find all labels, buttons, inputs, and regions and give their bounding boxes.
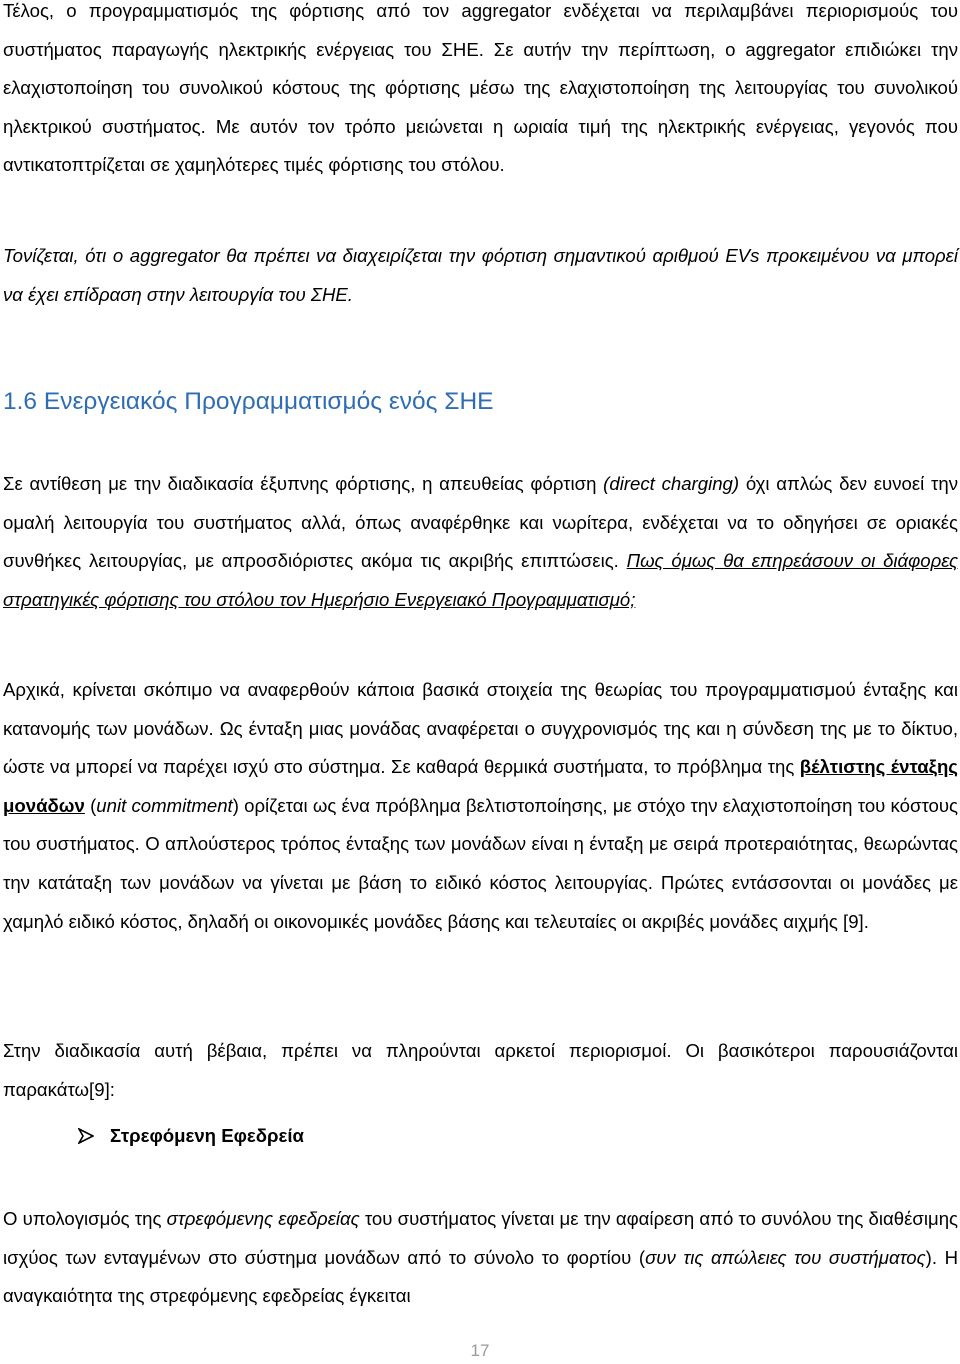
text-run: Αρχικά, κρίνεται σκόπιμο να αναφερθούν κάποια βασικά στοιχεία της θεωρίας του προγραμματισμού ένταξης και κατανομής των μονάδων. Ως ένταξη μιας μονάδας αναφέρεται ο συγχρονισμός της και η σύνδεση της με το δίκτυο, ώστε να μπορεί να παρέχει ισχύ στο σύστημα. Σε καθαρά θερμικά συστήματα, το πρόβλημα της	[3, 679, 958, 778]
text-run-italic: (direct charging)	[603, 473, 740, 494]
paragraph-constraints-intro	[3, 1032, 958, 1109]
paragraph-spinning-reserve	[3, 1200, 958, 1316]
arrowhead-bullet-icon	[78, 1128, 94, 1144]
text-run: ) ορίζεται ως ένα πρόβλημα βελτιστοποίησης, με στόχο την ελαχιστοποίηση του κόστους του συστήματος. Ο απλούστερος τρόπος ένταξης των μονάδων είναι η ένταξη με σειρά προτεραιότητας, θεωρώντας την κατάταξη των μονάδων να γίνεται με βάση το ειδικό κόστος λειτουργίας. Πρώτες εντάσσονται οι μονάδες με χαμηλό ειδικό κόστος, δηλαδή οι οικονομικές μονάδες βάσης και τελευταίες οι ακριβές μονάδες αιχμής [9].	[3, 794, 958, 932]
text-run: Ο υπολογισμός της	[3, 1208, 167, 1229]
paragraph-text: Τέλος, ο προγραμματισμός της φόρτισης από τον aggregator ενδέχεται να περιλαμβάνει περιορισμούς του συστήματος παραγωγής ηλεκτρικής ενέργειας του ΣΗΕ. Σε αυτήν την περίπτωση, ο aggregator επιδιώκει την ελαχιστοποίηση του συνολικού κόστους της φόρτισης μέσω της ελαχιστοποίηση της λειτουργίας του συνολικού ηλεκτρικού συστήματος. Με αυτόν τον τρόπο μειώνεται η ωριαία τιμή της ηλεκτρικής ενέργειας, γεγονός που αντικατοπτρίζεται σε χαμηλότερες τιμές φόρτισης του στόλου.	[3, 0, 958, 176]
bullet-item-spinning-reserve	[78, 1125, 304, 1147]
text-run: ). Η αναγκαιότητα της στρεφόμενης εφεδρείας έγκειται	[3, 1246, 958, 1307]
text-run-bold-term: βέλτιστης ένταξης μονάδων	[3, 756, 958, 816]
text-run: του συστήματος γίνεται με την αφαίρεση από το συνόλου της διαθέσιμης ισχύος των ενταγμένων στο σύστημα μονάδων από το σύνολο το φορτίου (	[3, 1208, 959, 1268]
bullet-item-label: Στρεφόμενη Εφεδρεία	[110, 1125, 304, 1146]
paragraph-text: Στην διαδικασία αυτή βέβαια, πρέπει να πληρούνται αρκετοί περιορισμοί. Οι βασικότεροι παρουσιάζονται παρακάτω[9]:	[3, 1040, 958, 1100]
paragraph-aggregator-note	[3, 237, 958, 314]
paragraph-unit-commitment	[3, 671, 958, 941]
paragraph-direct-charging	[3, 465, 958, 619]
section-heading: 1.6 Ενεργειακός Προγραμματισμός ενός ΣΗΕ	[3, 388, 494, 415]
text-run-italic: unit commitment	[96, 794, 233, 816]
paragraph-text: Τονίζεται, ότι ο aggregator θα πρέπει να διαχειρίζεται την φόρτιση σημαντικού αριθμού EVs προκειμένου να μπορεί να έχει επίδραση στην λειτουργία του ΣΗΕ.	[3, 245, 958, 305]
text-run-question: Πως όμως θα επηρεάσουν οι διάφορες στρατηγικές φόρτισης του στόλου τον Ημερήσιο Ενεργειακό Προγραμματισμό;	[3, 550, 958, 610]
paragraph-aggregator-constraints	[3, 0, 958, 185]
text-run: Σε αντίθεση με την διαδικασία έξυπνης φόρτισης, η απευθείας φόρτιση	[3, 473, 604, 494]
text-run-italic: συν τις απώλειες του συστήματος	[645, 1246, 926, 1268]
page-number: 17	[470, 1341, 490, 1360]
text-run-italic: στρεφόμενης εφεδρείας	[166, 1208, 360, 1229]
text-run: (	[84, 794, 97, 816]
text-run: όχι απλώς δεν ευνοεί την ομαλή λειτουργία του συστήματος αλλά, όπως αναφέρθηκε και νωρίτερα, ενδέχεται να το οδηγήσει σε οριακές συνθήκες λειτουργίας, με απροσδιόριστες ακόμα τις ακριβής επιπτώσεις.	[3, 473, 959, 572]
